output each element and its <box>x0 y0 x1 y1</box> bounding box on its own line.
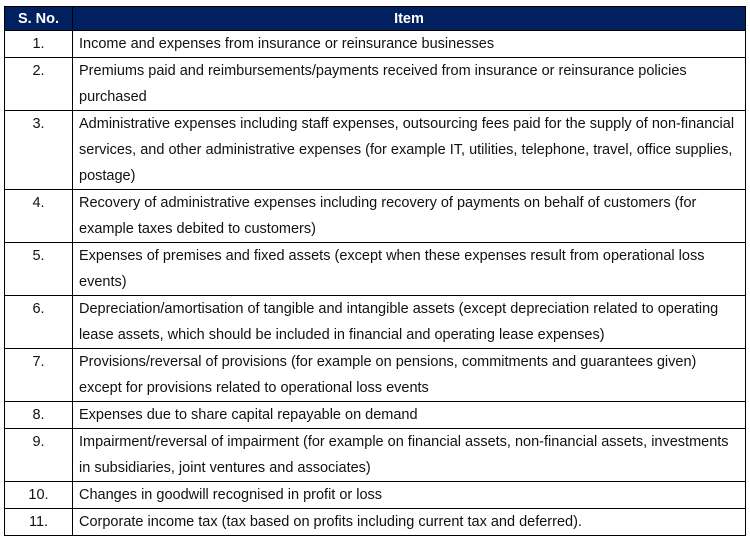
row-number: 8. <box>5 402 73 429</box>
row-item: Impairment/reversal of impairment (for example on financial assets, non-financial assets, investments in subsidiaries, joint ventures and associates) <box>73 429 746 482</box>
table-row <box>5 58 746 111</box>
row-item: Changes in goodwill recognised in profit or loss <box>73 482 746 509</box>
table-row <box>5 296 746 349</box>
header-row <box>5 7 746 31</box>
row-number: 5. <box>5 243 73 296</box>
row-number: 3. <box>5 111 73 190</box>
items-table <box>4 6 746 536</box>
row-item: Premiums paid and reimbursements/payments received from insurance or reinsurance policies purchased <box>73 58 746 111</box>
row-number: 11. <box>5 509 73 536</box>
row-item: Expenses due to share capital repayable on demand <box>73 402 746 429</box>
row-item: Administrative expenses including staff expenses, outsourcing fees paid for the supply of non-financial services, and other administrative expenses (for example IT, utilities, telephone, travel, office supplies, postage) <box>73 111 746 190</box>
table-row <box>5 31 746 58</box>
row-number: 9. <box>5 429 73 482</box>
row-item: Depreciation/amortisation of tangible and intangible assets (except depreciation related to operating lease assets, which should be included in financial and operating lease expenses) <box>73 296 746 349</box>
table-row <box>5 243 746 296</box>
table-row <box>5 429 746 482</box>
row-number: 4. <box>5 190 73 243</box>
table-row <box>5 190 746 243</box>
row-item: Recovery of administrative expenses including recovery of payments on behalf of customers (for example taxes debited to customers) <box>73 190 746 243</box>
table-row <box>5 349 746 402</box>
row-item: Corporate income tax (tax based on profits including current tax and deferred). <box>73 509 746 536</box>
table-row <box>5 482 746 509</box>
header-item: Item <box>73 7 746 31</box>
header-sno: S. No. <box>5 7 73 31</box>
row-item: Expenses of premises and fixed assets (except when these expenses result from operational loss events) <box>73 243 746 296</box>
row-item: Provisions/reversal of provisions (for example on pensions, commitments and guarantees given) except for provisions related to operational loss events <box>73 349 746 402</box>
row-number: 7. <box>5 349 73 402</box>
row-item: Income and expenses from insurance or reinsurance businesses <box>73 31 746 58</box>
row-number: 6. <box>5 296 73 349</box>
row-number: 2. <box>5 58 73 111</box>
table-row <box>5 509 746 536</box>
table-row <box>5 111 746 190</box>
row-number: 10. <box>5 482 73 509</box>
table-row <box>5 402 746 429</box>
row-number: 1. <box>5 31 73 58</box>
